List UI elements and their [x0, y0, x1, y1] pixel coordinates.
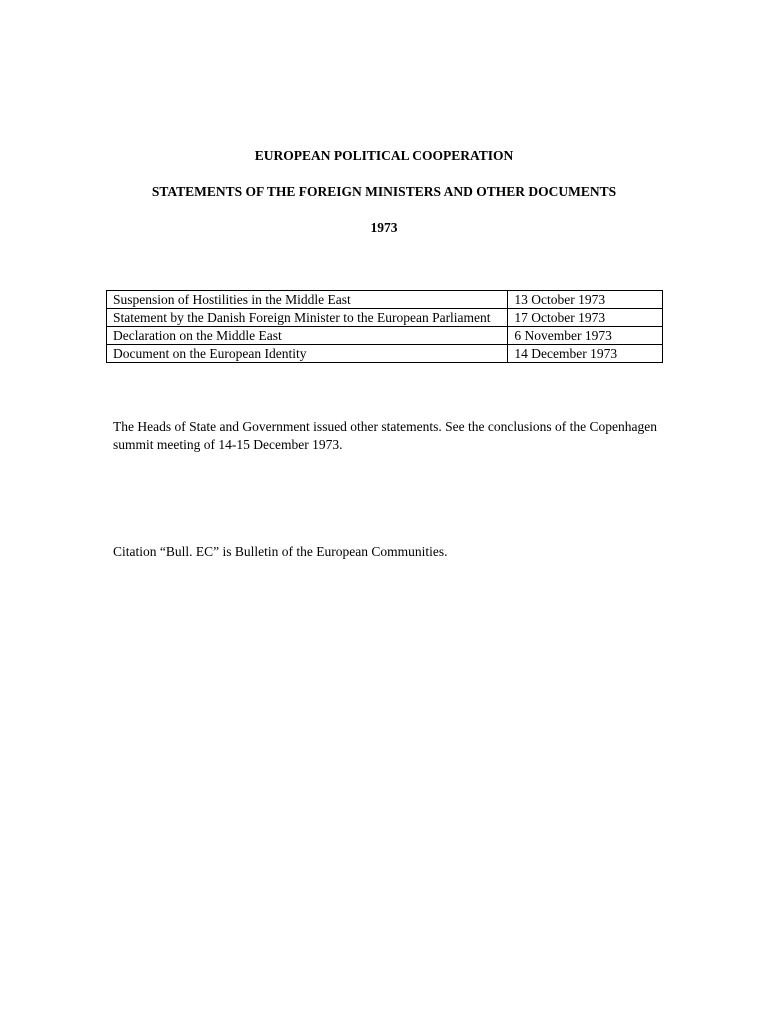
document-date-cell: 6 November 1973 [508, 327, 663, 345]
table-row [107, 327, 663, 345]
document-date-cell: 17 October 1973 [508, 309, 663, 327]
document-title-cell: Statement by the Danish Foreign Minister to the European Parliament [107, 309, 508, 327]
document-date-cell: 13 October 1973 [508, 291, 663, 309]
document-title: EUROPEAN POLITICAL COOPERATION [254, 148, 514, 163]
document-subtitle: STATEMENTS OF THE FOREIGN MINISTERS AND OTHER DOCUMENTS [151, 184, 617, 199]
table-row [107, 345, 663, 363]
citation-note: Citation “Bull. EC” is Bulletin of the European Communities. [113, 544, 448, 559]
document-title-cell: Document on the European Identity [107, 345, 508, 363]
table-row [107, 291, 663, 309]
document-date-cell: 14 December 1973 [508, 345, 663, 363]
table-row [107, 309, 663, 327]
document-title-cell: Declaration on the Middle East [107, 327, 508, 345]
document-year: 1973 [370, 220, 398, 235]
documents-table [106, 290, 663, 363]
heads-of-state-note: The Heads of State and Government issued other statements. See the conclusions of the Copenhagen summit meeting of 14-15 December 1973. [113, 419, 657, 452]
document-title-cell: Suspension of Hostilities in the Middle East [107, 291, 508, 309]
